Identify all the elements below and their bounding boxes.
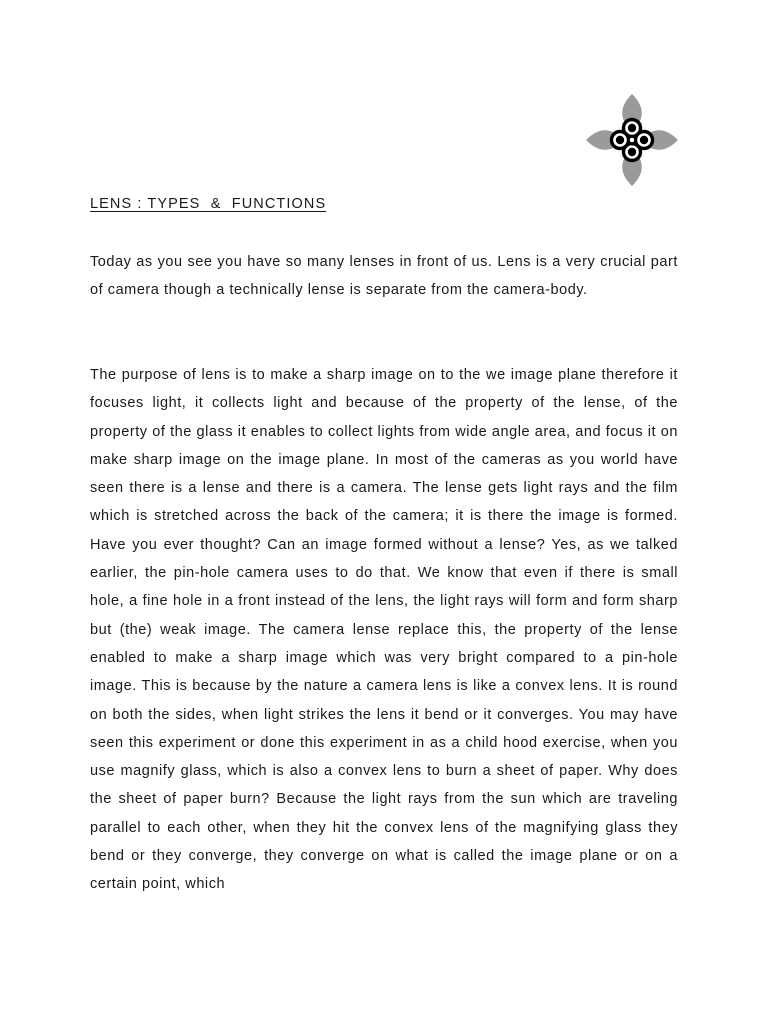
paragraph-intro: Today as you see you have so many lenses in front of us. Lens is a very crucial part of camera though a technically lense is separate from the camera-body. [90,254,678,299]
document-heading: LENS : TYPES & FUNCTIONS [90,196,327,212]
four-petal-flower-logo-icon [584,92,680,188]
paragraph-purpose: The purpose of lens is to make a sharp image on to the we image plane therefore it focuses light, it collects light and because of the property of the lense, of the property of the glass it enables to collect lights from wide angle area, and focus it on make sharp image on the image plane. In most of the cameras as you world have seen there is a lense and there is a camera. The lense gets light rays and the film which is stretched across the back of the camera; it is there the image is formed. Have you ever thought? Can an image formed without a lense? Yes, as we talked earlier, the pin-hole camera uses to do that. We know that even if there is small hole, a fine hole in a front instead of the lens, the light rays will form and form sharp but (the) weak image. The camera lense replace this, the property of the lense enabled to make a sharp image which was very bright compared to a pin-hole image. This is because by the nature a camera lens is like a convex lens. It is round on both the sides, when light strikes the lens it bend or it converges. You may have seen this experiment or done this experiment in as a child hood exercise, when you use magnify glass, which is also a convex lens to burn a sheet of paper. Why does the sheet of paper burn? Because the light rays from the sun which are traveling parallel to each other, when they hit the convex lens of the magnifying glass they bend or they converge, they converge on what is called the image plane or on a certain point, which [90,367,678,893]
